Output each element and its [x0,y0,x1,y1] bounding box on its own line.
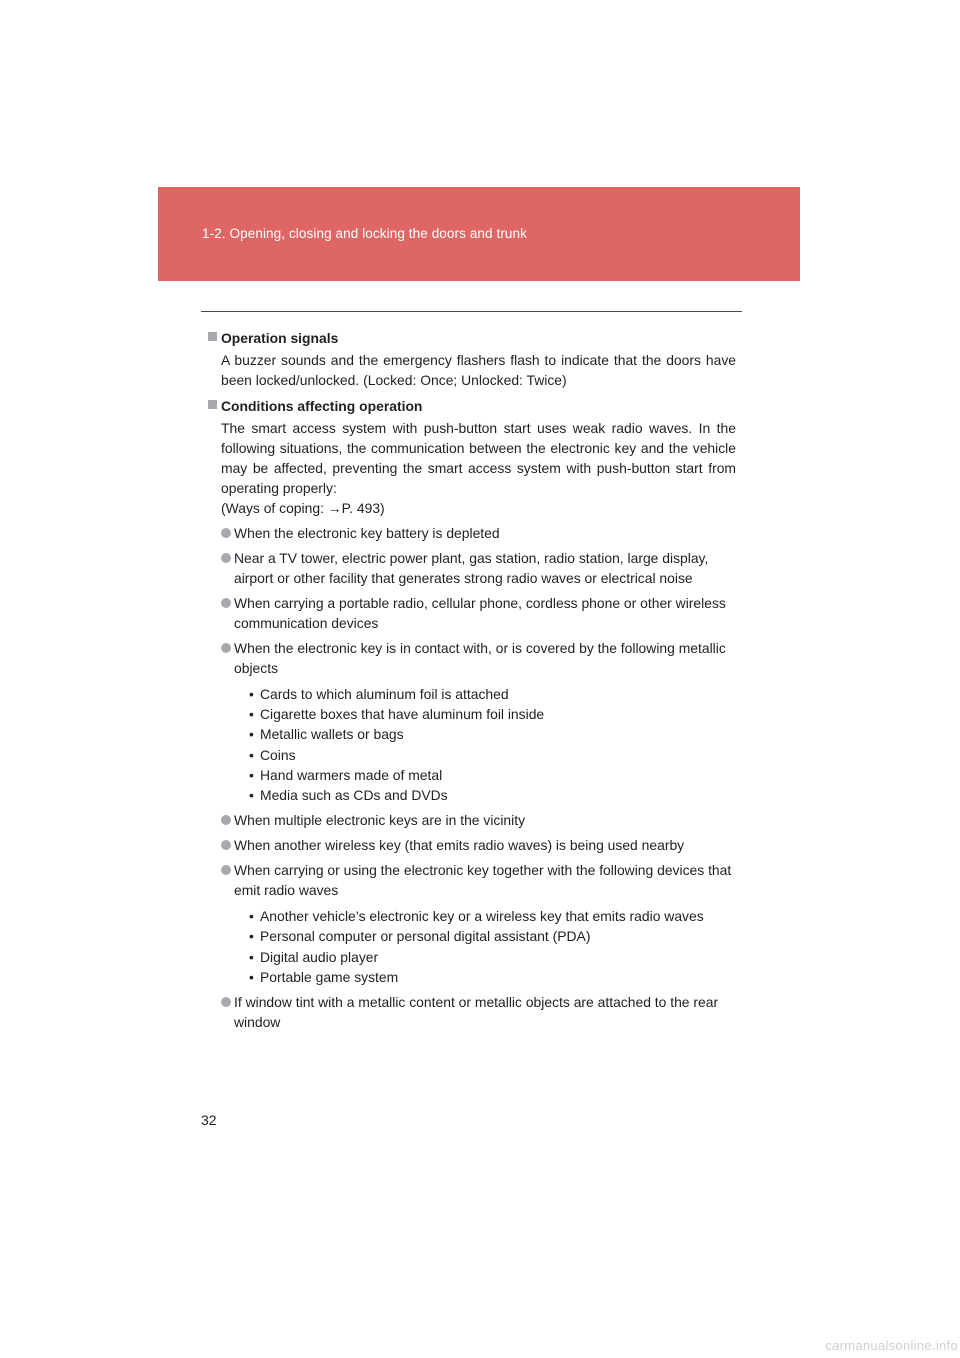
heading-operation-signals: Operation signals [208,328,736,348]
dot-bullet-icon: • [249,766,254,783]
circle-bullet-icon [221,840,231,850]
sub-list-item: • Another vehicle’s electronic key or a wireless key that emits radio waves [249,908,704,925]
sub-list-item: • Cards to which aluminum foil is attached [249,686,509,702]
paragraph-ways-of-coping: (Ways of coping: →P. 493) [221,500,385,516]
page-content [208,328,736,1032]
dot-bullet-icon: • [249,968,254,985]
list-item: When multiple electronic keys are in the vicinity [208,810,736,830]
dot-bullet-icon: • [249,948,254,965]
watermark: carmanualsonline.info [825,1338,958,1353]
list-item: When another wireless key (that emits radio waves) is being used nearby [208,835,736,855]
list-item: If window tint with a metallic content or metallic objects are attached to the rear window [208,992,736,1032]
sub-list-item: • Portable game system [249,968,399,985]
sub-list-item: • Personal computer or personal digital assistant (PDA) [249,928,591,945]
sub-list-item: • Metallic wallets or bags [249,726,404,743]
square-bullet-icon [208,332,217,341]
sub-list-item: • Media such as CDs and DVDs [249,786,448,803]
dot-bullet-icon: • [249,726,254,743]
sub-list-item: • Hand warmers made of metal [249,766,443,783]
conditions-list [208,523,736,1032]
sub-list-item: • Digital audio player [249,948,379,965]
dot-bullet-icon: • [249,686,254,702]
circle-bullet-icon [221,643,231,653]
list-item: When carrying or using the electronic key together with the following devices that emit radio waves [208,860,736,900]
circle-bullet-icon [221,815,231,825]
circle-bullet-icon [221,997,231,1007]
circle-bullet-icon [221,553,231,563]
sub-list-item: • Coins [249,746,296,763]
metallic-objects-list [208,684,736,805]
paragraph-operation-signals: A buzzer sounds and the emergency flashers flash to indicate that the doors have been locked/unlocked. (Locked: Once; Unlocked: Twice) [221,352,736,388]
list-item: When carrying a portable radio, cellular phone, cordless phone or other wireless communication devices [208,593,736,633]
sub-list-item: • Cigarette boxes that have aluminum foil inside [249,706,545,723]
circle-bullet-icon [221,528,231,538]
dot-bullet-icon: • [249,746,254,763]
paragraph-conditions-intro: The smart access system with push-button start uses weak radio waves. In the following situations, the communication between the electronic key and the vehicle may be affected, preventing the smart access system with push-button start from operating properly: [221,420,736,496]
heading-conditions-affecting-operation: Conditions affecting operation [208,396,736,416]
list-item: Near a TV tower, electric power plant, gas station, radio station, large display, airport or other facility that generates strong radio waves or electrical noise [208,548,736,588]
square-bullet-icon [208,400,217,409]
page-number: 32 [201,1112,217,1128]
section-title: 1-2. Opening, closing and locking the doors and trunk [202,226,528,241]
circle-bullet-icon [221,865,231,875]
list-item: When the electronic key is in contact with, or is covered by the following metallic objects [208,638,736,678]
circle-bullet-icon [221,598,231,608]
dot-bullet-icon: • [249,908,254,925]
divider-rule [201,311,742,312]
section-header-band [158,187,800,281]
dot-bullet-icon: • [249,786,254,803]
dot-bullet-icon: • [249,928,254,945]
dot-bullet-icon: • [249,706,254,723]
radio-devices-list [208,906,736,987]
list-item: When the electronic key battery is depleted [208,523,736,543]
